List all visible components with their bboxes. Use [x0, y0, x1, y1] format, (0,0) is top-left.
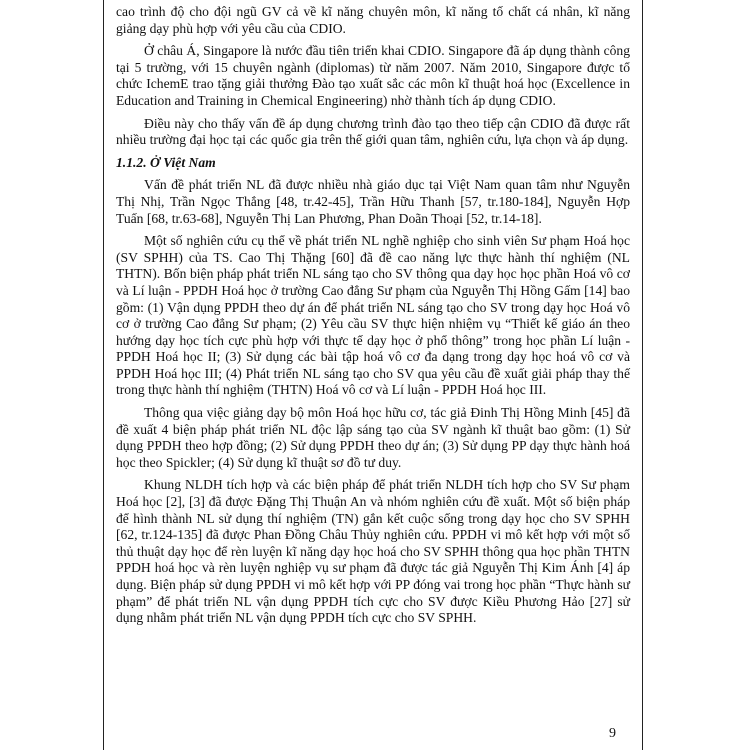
paragraph: Vấn đề phát triển NL đã được nhiều nhà giáo dục tại Việt Nam quan tâm như Nguyễn Thị Nhị, Trần Ngọc Thắng [48, tr.42-45], Trần Hữu Thanh [57, tr.180-184], Nguyễn Hợp Tuấn [68, tr.63-68], Nguyễn Thị Lan Phương, Phan Doãn Thoại [52, tr.14-18].	[116, 177, 630, 226]
paragraph: Một số nghiên cứu cụ thể về phát triển NL nghề nghiệp cho sinh viên Sư phạm Hoá học (SV SPHH) của TS. Cao Thị Thặng [60] đã đề cao năng lực thực hành thí nghiệm (NL THTN). Bốn biện pháp phát triển NL sáng tạo cho SV thông qua dạy học học phần Hoá vô cơ và Lí luận - PPDH Hoá học ở trường Cao đẳng Sư phạm của Nguyễn Thị Hồng Gấm [14] bao gồm: (1) Vận dụng PPDH theo dự án để phát triển NL sáng tạo cho SV trong dạy học Hoá vô cơ ở trường Cao đẳng Sư phạm; (2) Yêu cầu SV thực hiện nhiệm vụ “Thiết kế giáo án theo hướng dạy học tích cực phù hợp với thực tế dạy học ở phổ thông” trong học phần Lí luận - PPDH Hoá học II; (3) Sử dụng các bài tập hoá vô cơ đa dạng trong dạy học hoá vô cơ và PPDH Hoá học III; (4) Phát triển NL sáng tạo cho SV qua yêu cầu đề xuất giải pháp thay thế trong thực hành thí nghiệm (THTN) Hoá vô cơ và Lí luận - PPDH Hoá học III.	[116, 233, 630, 398]
paragraph: cao trình độ cho đội ngũ GV cả về kĩ năng chuyên môn, kĩ năng tố chất cá nhân, kĩ năng giảng dạy phù hợp với yêu cầu của CDIO.	[116, 4, 630, 36]
paragraph: Ở châu Á, Singapore là nước đầu tiên triển khai CDIO. Singapore đã áp dụng thành công tại 5 trường, với 15 chuyên ngành (diplomas) từ năm 2007. Năm 2010, Singapore được tổ chức IchemE trao tặng giải thưởng Đào tạo xuất sắc các môn kĩ thuật hoá học (Excellence in Education and Training in Chemical Engineering) nhờ thành tích áp dụng CDIO.	[116, 43, 630, 108]
paragraph: Điều này cho thấy vấn đề áp dụng chương trình đào tạo theo tiếp cận CDIO đã được rất nhiều trường đại học tại các quốc gia trên thế giới quan tâm, nghiên cứu, lựa chọn và áp dụng.	[116, 115, 630, 148]
section-heading: 1.1.2. Ở Việt Nam	[116, 154, 216, 170]
body-text	[116, 4, 630, 633]
paragraph: Khung NLDH tích hợp và các biện pháp để phát triển NLDH tích hợp cho SV Sư phạm Hoá học [2], [3] đã được Đặng Thị Thuận An và nhóm nghiên cứu đề xuất. Một số biện pháp để hình thành NL sử dụng thí nghiệm (TN) gắn kết cuộc sống trong dạy học cho SV SPHH [62, tr.124-135] đã được Phan Đồng Châu Thủy nghiên cứu. PPDH vi mô kết hợp với một số thủ thuật dạy học để rèn luyện kĩ năng dạy học hoá cho SV SPHH thông qua học phần THTN PPDH hoá học và rèn luyện nghiệp vụ sư phạm đã được tác giả Nguyễn Thị Kim Ánh [4] áp dụng. Biện pháp sử dụng PPDH vi mô kết hợp với PP đóng vai trong học phần “Thực hành sư phạm” để phát triển NL vận dụng PPDH tích cực cho SV được Kiều Phương Hảo [27] sử dụng nhằm phát triển NL vận dụng PPDH tích cực cho SV SPHH.	[116, 477, 630, 626]
paragraph: Thông qua việc giảng dạy bộ môn Hoá học hữu cơ, tác giả Đinh Thị Hồng Minh [45] đã đề xuất 4 biện pháp phát triển NL độc lập sáng tạo của SV ngành kĩ thuật bao gồm: (1) Sử dụng PPDH theo hợp đồng; (2) Sử dụng PPDH theo dự án; (3) Sử dụng PP dạy thực hành hoá học theo Spickler; (4) Sử dụng kĩ thuật sơ đồ tư duy.	[116, 405, 630, 470]
page-number: 9	[609, 726, 616, 741]
